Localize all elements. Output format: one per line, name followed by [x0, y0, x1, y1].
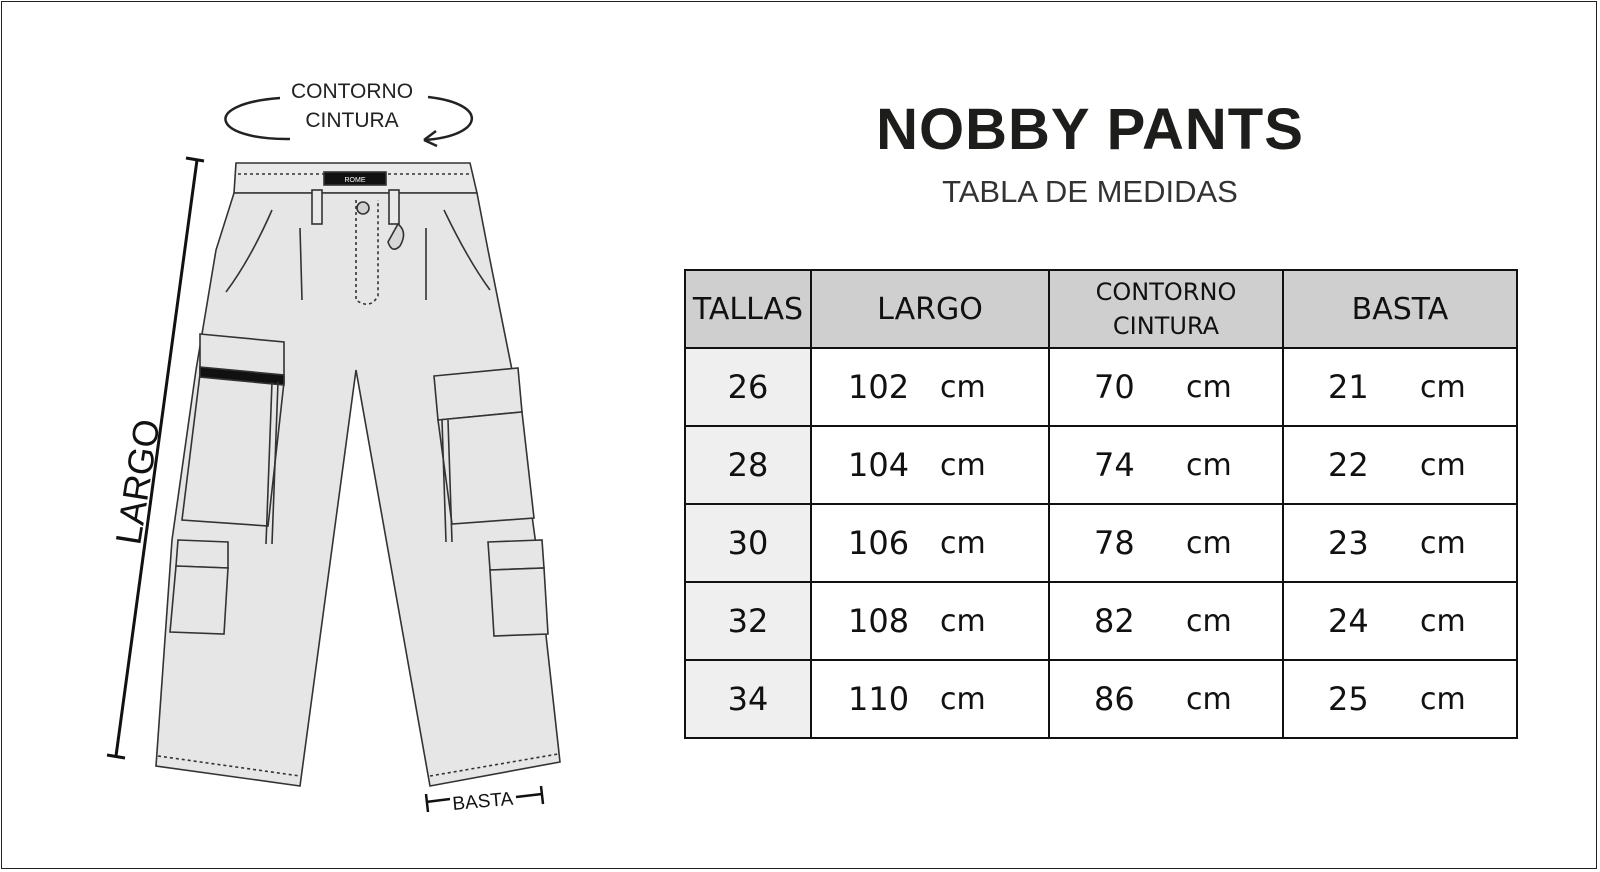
unit-label: cm [1186, 447, 1232, 483]
unit-label: cm [1420, 369, 1466, 405]
hem-value: 22 [1328, 446, 1369, 484]
header-hem: BASTA [1283, 270, 1517, 348]
length-value: 106 [848, 524, 910, 562]
brand-tag: ROME [344, 177, 366, 184]
size-cell: 34 [685, 660, 811, 738]
hem-value: 21 [1328, 368, 1369, 406]
table-header-row [685, 270, 1517, 348]
pants-diagram [0, 0, 660, 872]
page-subtitle: TABLA DE MEDIDAS [942, 174, 1238, 209]
size-cell: 30 [685, 504, 811, 582]
waist-cell [1049, 582, 1283, 660]
length-value: 104 [848, 446, 910, 484]
unit-label: cm [1186, 681, 1232, 717]
table-row [685, 504, 1517, 582]
hem-cell [1283, 348, 1517, 426]
size-cell: 32 [685, 582, 811, 660]
table-row [685, 660, 1517, 738]
table-row [685, 348, 1517, 426]
unit-label: cm [940, 369, 986, 405]
length-cell [811, 660, 1049, 738]
length-value: 108 [848, 602, 910, 640]
waist-value: 70 [1094, 368, 1135, 406]
waist-label-line2: CINTURA [305, 109, 399, 132]
hem-cell [1283, 582, 1517, 660]
unit-label: cm [940, 603, 986, 639]
unit-label: cm [1186, 525, 1232, 561]
unit-label: cm [940, 525, 986, 561]
length-value: 102 [848, 368, 910, 406]
hem-cell [1283, 660, 1517, 738]
size-cell: 26 [685, 348, 811, 426]
header-length: LARGO [811, 270, 1049, 348]
table-row [685, 426, 1517, 504]
unit-label: cm [1186, 369, 1232, 405]
hem-cell [1283, 504, 1517, 582]
hem-label: BASTA [451, 788, 515, 815]
hem-value: 24 [1328, 602, 1369, 640]
length-cell [811, 426, 1049, 504]
page-title: NOBBY PANTS [876, 97, 1304, 162]
hem-cell [1283, 426, 1517, 504]
unit-label: cm [1420, 447, 1466, 483]
length-cell [811, 582, 1049, 660]
length-label: LARGO [107, 416, 168, 548]
header-size: TALLAS [685, 270, 811, 348]
pants-icon [156, 163, 560, 786]
waist-cell [1049, 426, 1283, 504]
waist-value: 78 [1094, 524, 1135, 562]
length-cell [811, 348, 1049, 426]
waist-cell [1049, 348, 1283, 426]
unit-label: cm [1420, 525, 1466, 561]
unit-label: cm [1420, 681, 1466, 717]
hem-value: 23 [1328, 524, 1369, 562]
hem-value: 25 [1328, 680, 1369, 718]
waist-value: 74 [1094, 446, 1135, 484]
size-cell: 28 [685, 426, 811, 504]
waist-cell [1049, 504, 1283, 582]
unit-label: cm [940, 681, 986, 717]
length-cell [811, 504, 1049, 582]
waist-value: 82 [1094, 602, 1135, 640]
header-waist-line1: CONTORNO [1095, 278, 1237, 306]
size-chart-table [684, 269, 1518, 739]
waist-label-line1: CONTORNO [290, 80, 414, 103]
unit-label: cm [940, 447, 986, 483]
header-waist [1049, 270, 1283, 348]
length-value: 110 [848, 680, 910, 718]
table-row [685, 582, 1517, 660]
unit-label: cm [1420, 603, 1466, 639]
waist-cell [1049, 660, 1283, 738]
waist-value: 86 [1094, 680, 1135, 718]
unit-label: cm [1186, 603, 1232, 639]
header-waist-line2: CINTURA [1112, 312, 1220, 340]
